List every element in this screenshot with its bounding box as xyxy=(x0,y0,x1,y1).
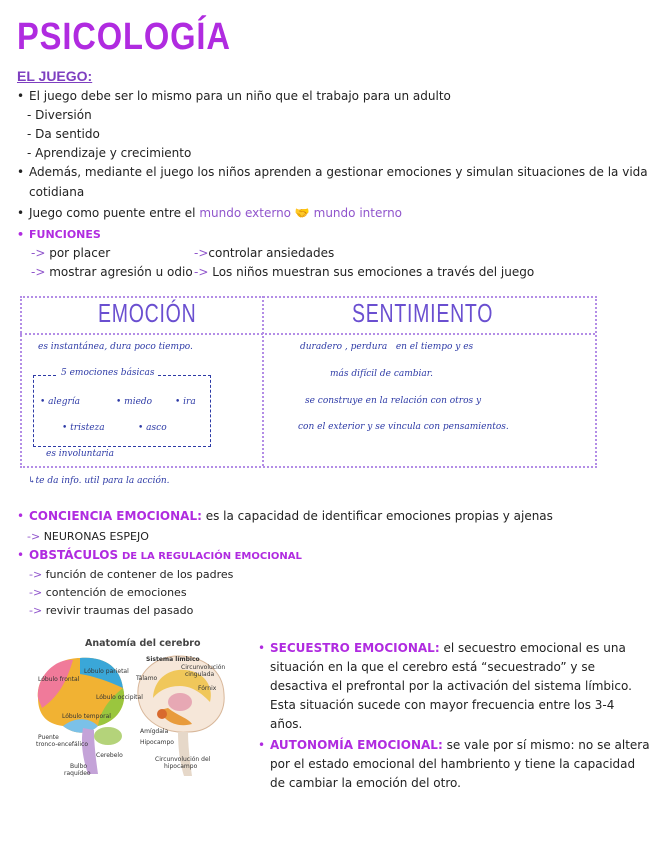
bullet-juego-trabajo: • El juego debe ser lo mismo para un niño que el trabajo para un adulto xyxy=(29,89,451,104)
mundo-interno: mundo interno xyxy=(313,206,403,220)
page-title: PSICOLOGÍA xyxy=(17,16,231,58)
label-tronco: tronco-encefálico xyxy=(36,741,88,748)
handshake-icon: 🤝 xyxy=(294,206,310,220)
sentimiento-title: SENTIMIENTO xyxy=(352,298,494,328)
obstaculos-bullet: • OBSTÁCULOS DE LA REGULACIÓN EMOCIONAL xyxy=(29,548,302,564)
sentimiento-line: se construye en la relación con otros y xyxy=(305,396,482,406)
arrow-icon: ↳ xyxy=(28,476,36,486)
label-cerebelo: Cerebelo xyxy=(96,752,123,759)
neuronas-espejo: -> NEURONAS ESPEJO xyxy=(27,530,149,543)
emocion-ira: • ira xyxy=(175,397,196,407)
sentimiento-line: con el exterior y se vincula con pensamientos. xyxy=(298,422,509,432)
obstaculo-item: -> función de contener de los padres xyxy=(29,568,234,581)
conciencia-bullet: • CONCIENCIA EMOCIONAL: es la capacidad de identificar emociones propias y ajenas xyxy=(29,509,553,524)
label-lobulo-frontal: Lóbulo frontal xyxy=(38,676,80,683)
secuestro-line: situación en la que el cerebro está “secuestrado” y se xyxy=(270,660,595,674)
label-amigdala: Amígdala xyxy=(140,728,169,735)
bullet-puente xyxy=(29,206,402,221)
puente-text: Juego como puente entre el xyxy=(29,206,196,220)
label-lobulo-temp: Lóbulo temporal xyxy=(62,713,111,720)
obstaculo-item: -> contención de emociones xyxy=(29,586,187,599)
label-bulbo: Bulbo xyxy=(70,763,88,770)
secuestro-line: desactiva el prefrontal por la activación del sistema límbico. xyxy=(270,679,632,693)
emocion-title: EMOCIÓN xyxy=(98,298,197,328)
bullet-ademas: • Además, mediante el juego los niños aprenden a gestionar emociones y simulan situaciones de la vida xyxy=(29,165,648,180)
label-talamo: Tálamo xyxy=(136,675,158,682)
table-divider xyxy=(262,296,264,466)
sentimiento-line: duradero , perdura en el tiempo y es xyxy=(300,342,474,352)
label-puente: Puente xyxy=(38,734,59,741)
emocion-line: es instantánea, dura poco tiempo. xyxy=(38,342,193,352)
funcion-item: -> por placer xyxy=(31,246,111,260)
label-lobulo-occ: Lóbulo occipital xyxy=(96,694,143,701)
label-lobulo-parietal: Lóbulo parietal xyxy=(84,668,129,675)
emocion-alegria: • alegría xyxy=(40,397,81,407)
sub-item: - Diversión xyxy=(27,108,92,122)
section-heading: EL JUEGO: xyxy=(17,68,93,84)
bullet-ademas-cont: cotidiana xyxy=(29,185,85,199)
autonomia-line: por el estado emocional del hambriento y tiene la capacidad xyxy=(270,757,636,771)
funcion-item: ->controlar ansiedades xyxy=(194,246,335,260)
sub-item: - Aprendizaje y crecimiento xyxy=(27,146,192,160)
autonomia-bullet: • AUTONOMÍA EMOCIONAL: se vale por sí mismo: no se altera xyxy=(270,736,650,755)
label-raquideo: raquídeo xyxy=(64,770,91,777)
table-header-line xyxy=(20,333,595,335)
label-fornix: Fórnix xyxy=(198,685,217,692)
emocion-accion: ↳te da info. util para la acción. xyxy=(28,476,170,486)
brain-title: Anatomía del cerebro xyxy=(85,638,201,649)
secuestro-bullet: • SECUESTRO EMOCIONAL: el secuestro emocional es una xyxy=(270,639,626,658)
obstaculo-item: -> revivir traumas del pasado xyxy=(29,604,194,617)
emocion-involuntaria: es involuntaria xyxy=(46,449,114,459)
label-sistema: Sistema límbico xyxy=(146,656,200,663)
label-hipocampo: Hipocampo xyxy=(140,739,174,746)
emocion-tristeza: • tristeza xyxy=(62,423,105,433)
sub-item: - Da sentido xyxy=(27,127,100,141)
label-circ: cingulada xyxy=(185,671,215,678)
emociones-basicas-box xyxy=(33,375,211,447)
label-circ-hip: hipocampo xyxy=(164,763,198,770)
autonomia-line: de cambiar la emoción del otro. xyxy=(270,776,461,790)
mundo-externo: mundo externo xyxy=(199,206,292,220)
funcion-item: -> Los niños muestran sus emociones a través del juego xyxy=(194,265,535,279)
funcion-item: -> mostrar agresión u odio xyxy=(31,265,193,279)
funciones-heading: • FUNCIONES xyxy=(29,227,101,242)
label-circ-hip: Circunvolución del xyxy=(155,756,211,763)
emociones-basicas-label: 5 emociones básicas xyxy=(58,368,157,378)
emocion-asco: • asco xyxy=(138,423,167,433)
sentimiento-line: más difícil de cambiar. xyxy=(330,369,433,379)
secuestro-line: años. xyxy=(270,717,303,731)
secuestro-line: Esta situación sucede con mayor frecuencia entre los 3-4 xyxy=(270,698,615,712)
label-circ: Circunvolución xyxy=(181,664,226,671)
emocion-miedo: • miedo xyxy=(116,397,153,407)
